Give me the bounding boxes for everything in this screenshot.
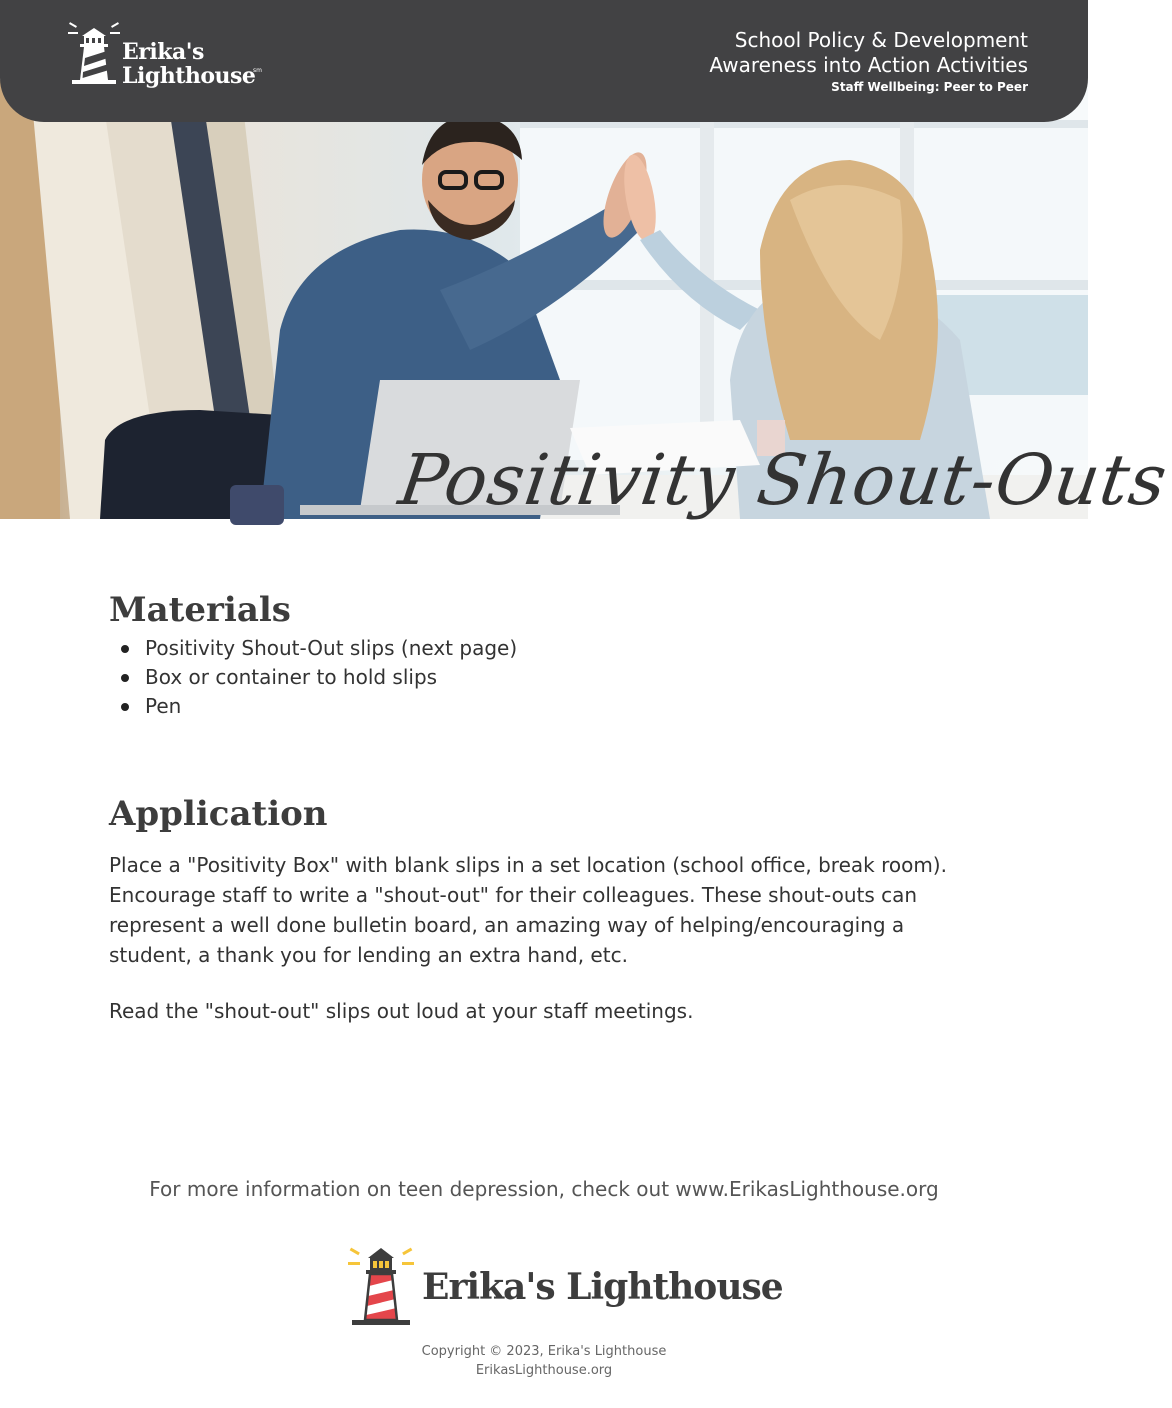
header-line-1: School Policy & Development bbox=[734, 28, 1028, 52]
website-link[interactable]: ErikasLighthouse.org bbox=[475, 1363, 613, 1378]
header-logo-text-line1: Erika's bbox=[122, 39, 204, 65]
header-line-2: Awareness into Action Activities bbox=[709, 53, 1028, 77]
copyright-text: Copyright © 2023, Erika's Lighthouse bbox=[421, 1344, 667, 1359]
header-line-3: Staff Wellbeing: Peer to Peer bbox=[831, 80, 1028, 94]
list-item-text: Positivity Shout-Out slips (next page) bbox=[145, 636, 518, 660]
list-item bbox=[109, 663, 517, 692]
service-mark: sm bbox=[253, 67, 262, 74]
bullet-icon bbox=[121, 674, 129, 682]
lighthouse-color-icon bbox=[346, 1244, 418, 1328]
materials-heading: Materials bbox=[109, 590, 291, 630]
application-paragraph-1: Place a "Positivity Box" with blank slips in a set location (school office, break room). Encourage staff to write a "shout-out" for their colleagues. These shout-outs can represent a well done bulletin board, an amazing way of helping/encouraging a student, a thank you for lending an extra hand, etc. bbox=[109, 853, 947, 967]
materials-list bbox=[109, 634, 517, 721]
footer-info-text: For more information on teen depression, check out www.ErikasLighthouse.org bbox=[149, 1177, 939, 1201]
application-heading: Application bbox=[109, 794, 328, 834]
bullet-icon bbox=[121, 703, 129, 711]
header-titles bbox=[709, 28, 1028, 96]
list-item bbox=[109, 634, 517, 663]
copyright-block bbox=[0, 1342, 1088, 1380]
header-bar bbox=[0, 0, 1088, 122]
list-item bbox=[109, 692, 517, 721]
lighthouse-icon bbox=[66, 22, 122, 86]
header-logo[interactable] bbox=[66, 22, 266, 94]
bullet-icon bbox=[121, 645, 129, 653]
list-item-text: Box or container to hold slips bbox=[145, 665, 438, 689]
footer-logo[interactable] bbox=[346, 1244, 783, 1328]
footer-logo-text: Erika's Lighthouse bbox=[422, 1266, 783, 1308]
application-paragraph-2: Read the "shout-out" slips out loud at your staff meetings. bbox=[109, 999, 694, 1023]
hero-title: Positivity Shout-Outs bbox=[394, 439, 1172, 521]
header-logo-text-line2: Lighthouse bbox=[122, 63, 256, 89]
list-item-text: Pen bbox=[145, 694, 182, 718]
